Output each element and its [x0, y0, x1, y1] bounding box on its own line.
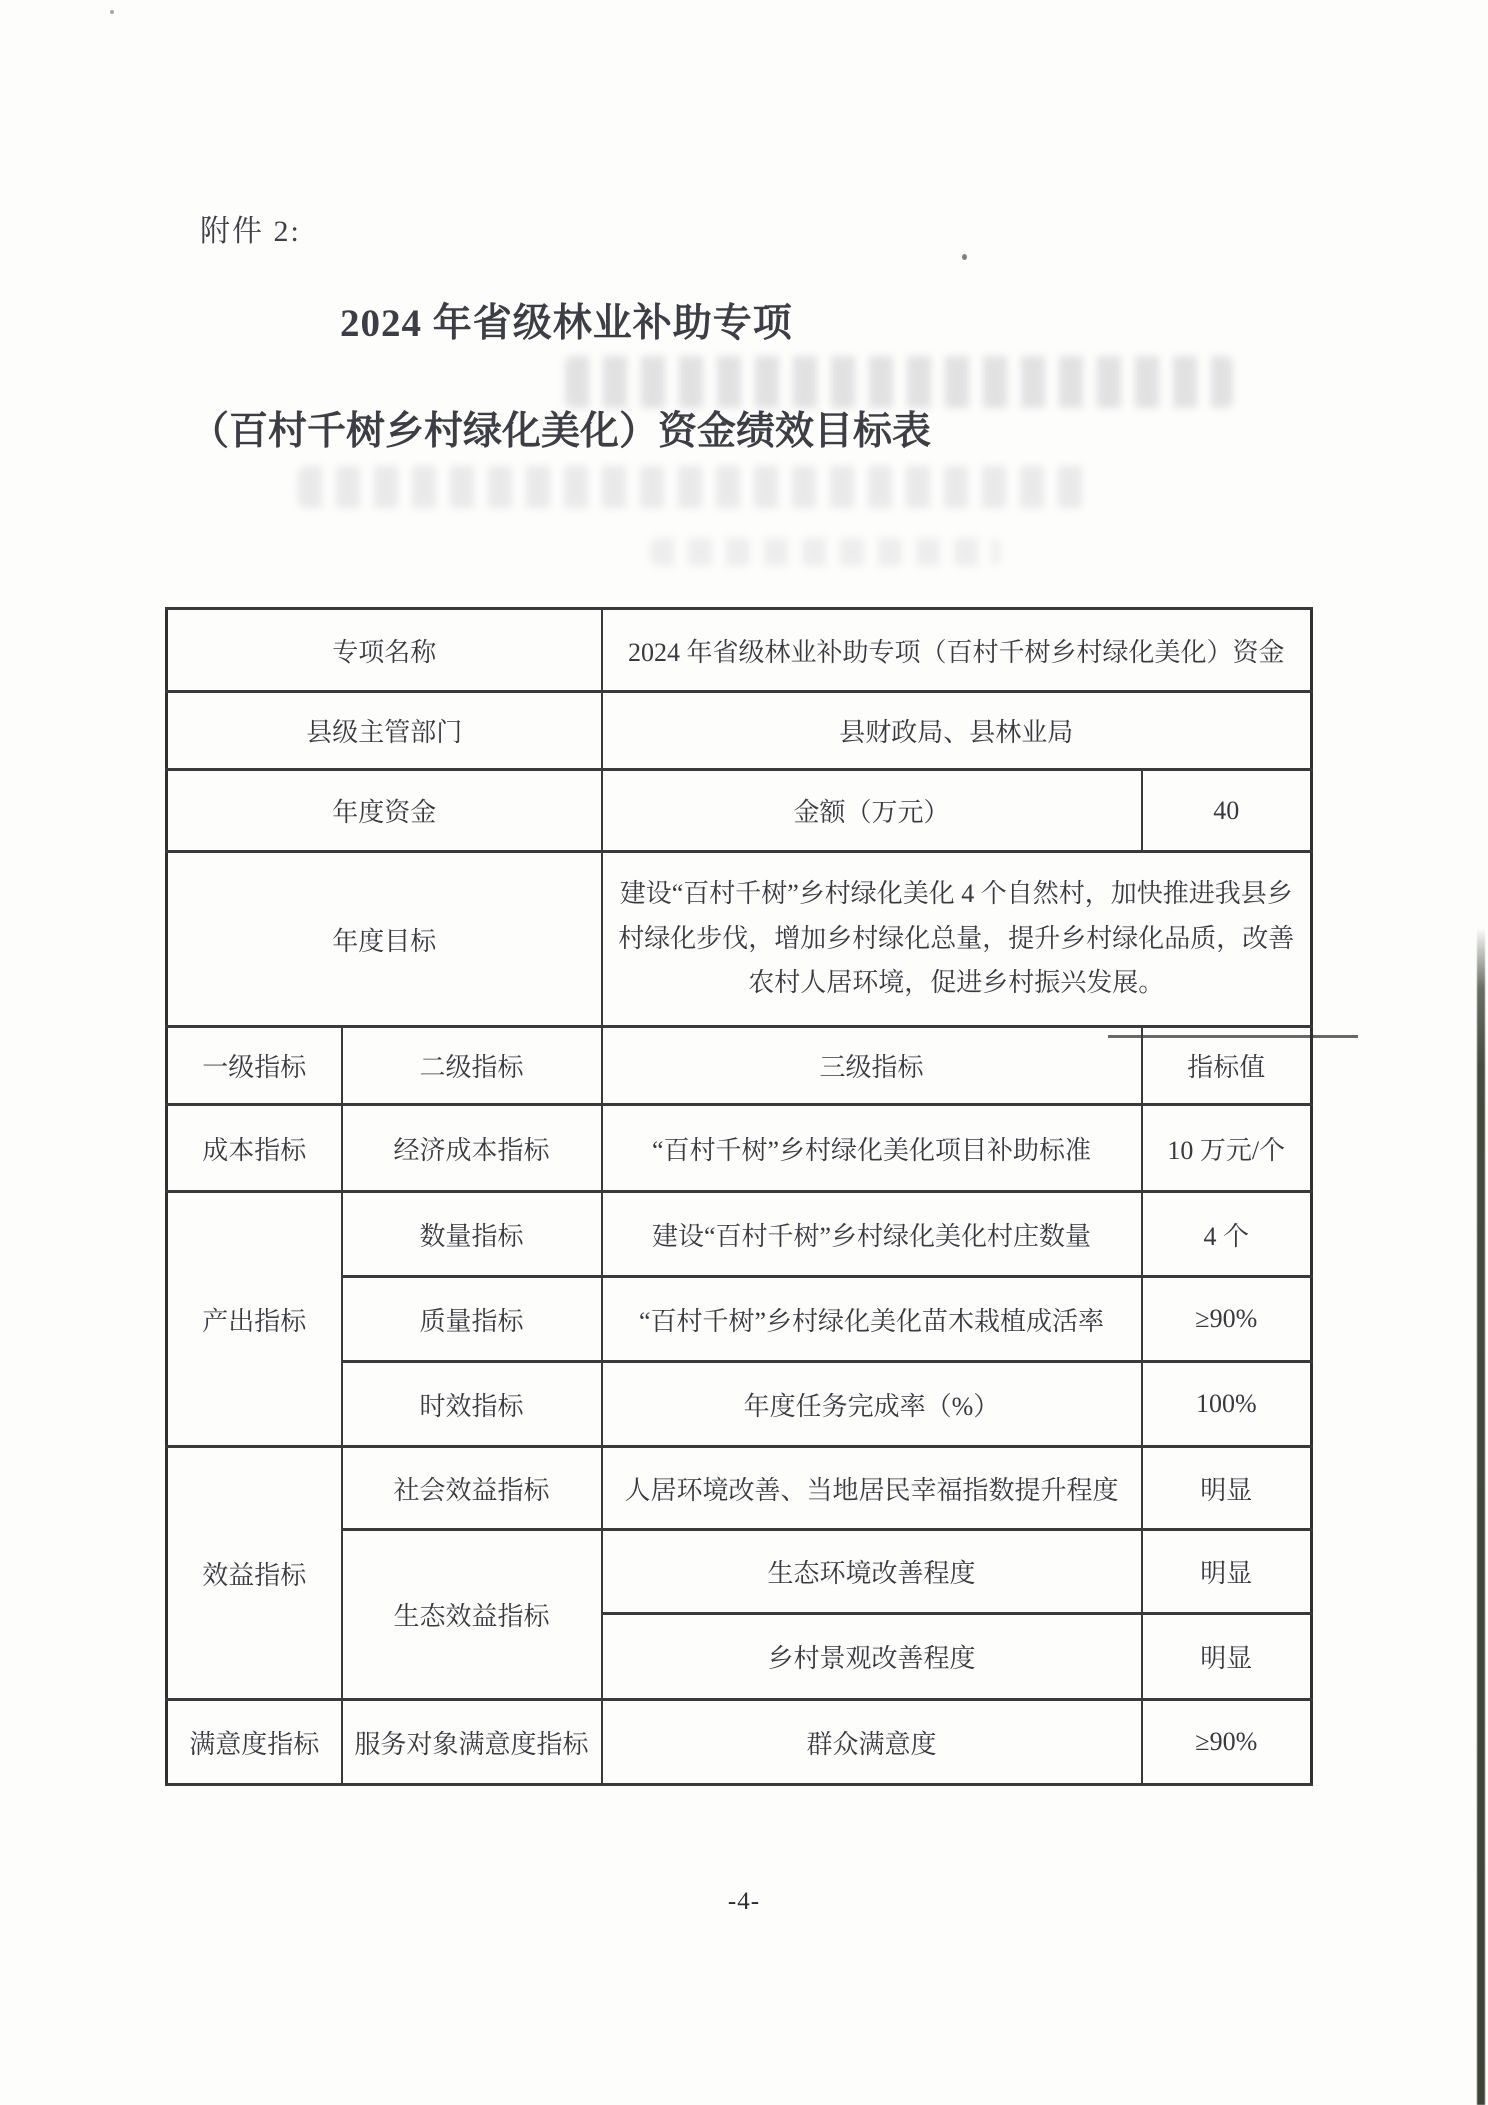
cell-satisfaction-level2: 服务对象满意度指标	[342, 1700, 602, 1785]
cell-county-dept-label: 县级主管部门	[167, 692, 602, 770]
cell-annual-goal-label: 年度目标	[167, 852, 602, 1027]
cell-timeliness-level3: 年度任务完成率（%）	[602, 1362, 1142, 1447]
cell-output-level1: 产出指标	[167, 1192, 342, 1447]
performance-target-table	[165, 607, 1313, 1786]
document-title-line1: 2024 年省级林业补助专项	[340, 302, 793, 345]
cell-cost-level3: “百村千树”乡村绿化美化项目补助标准	[602, 1105, 1142, 1192]
cell-social-level2: 社会效益指标	[342, 1447, 602, 1530]
cell-benefit-level1: 效益指标	[167, 1447, 342, 1700]
cell-timeliness-value: 100%	[1142, 1362, 1312, 1447]
cell-social-level3: 人居环境改善、当地居民幸福指数提升程度	[602, 1447, 1142, 1530]
cell-annual-fund-label: 年度资金	[167, 770, 602, 852]
cell-annual-goal-value: 建设“百村千树”乡村绿化美化 4 个自然村，加快推进我县乡村绿化步伐，增加乡村绿化总量，提升乡村绿化品质，改善农村人居环境，促进乡村振兴发展。	[602, 852, 1312, 1027]
ink-bleed-smudge	[650, 538, 1000, 566]
table-row	[167, 1105, 1312, 1192]
cell-annual-fund-amount-label: 金额（万元）	[602, 770, 1142, 852]
cell-eco-level2: 生态效益指标	[342, 1530, 602, 1700]
table-row	[167, 609, 1312, 692]
scan-speck	[962, 254, 967, 260]
ink-bleed-smudge	[565, 356, 1233, 408]
table-row	[167, 692, 1312, 770]
cell-county-dept-value: 县财政局、县林业局	[602, 692, 1312, 770]
cell-satisfaction-level1: 满意度指标	[167, 1700, 342, 1785]
cell-special-name-value: 2024 年省级林业补助专项（百村千树乡村绿化美化）资金	[602, 609, 1312, 692]
cell-satisfaction-level3: 群众满意度	[602, 1700, 1142, 1785]
cell-special-name-label: 专项名称	[167, 609, 602, 692]
cell-satisfaction-value: ≥90%	[1142, 1700, 1312, 1785]
ink-bleed-smudge	[298, 466, 1096, 508]
cell-eco-env-level3: 生态环境改善程度	[602, 1530, 1142, 1614]
attachment-label: 附件 2:	[200, 215, 301, 248]
cell-social-value: 明显	[1142, 1447, 1312, 1530]
table-row	[167, 852, 1312, 1027]
cell-quality-value: ≥90%	[1142, 1277, 1312, 1362]
cell-timeliness-level2: 时效指标	[342, 1362, 602, 1447]
cell-cost-value: 10 万元/个	[1142, 1105, 1312, 1192]
cell-cost-level2: 经济成本指标	[342, 1105, 602, 1192]
cell-annual-fund-amount-value: 40	[1142, 770, 1312, 852]
cell-landscape-level3: 乡村景观改善程度	[602, 1614, 1142, 1700]
cell-header-level1: 一级指标	[167, 1027, 342, 1105]
cell-quality-level3: “百村千树”乡村绿化美化苗木栽植成活率	[602, 1277, 1142, 1362]
cell-quantity-level2: 数量指标	[342, 1192, 602, 1277]
cell-header-value: 指标值	[1142, 1027, 1312, 1105]
scan-edge-shadow	[1477, 928, 1485, 2105]
cell-landscape-value: 明显	[1142, 1614, 1312, 1700]
document-title-line2: （百村千树乡村绿化美化）资金绩效目标表	[190, 410, 932, 453]
table-row	[167, 770, 1312, 852]
cell-cost-level1: 成本指标	[167, 1105, 342, 1192]
cell-header-level3: 三级指标	[602, 1027, 1142, 1105]
table-row	[167, 1192, 1312, 1277]
table-row	[167, 1447, 1312, 1530]
page-number: -4-	[727, 1888, 761, 1915]
table-row	[167, 1700, 1312, 1785]
cell-quantity-value: 4 个	[1142, 1192, 1312, 1277]
scan-speck	[110, 10, 114, 14]
cell-quality-level2: 质量指标	[342, 1277, 602, 1362]
table-header-row	[167, 1027, 1312, 1105]
cell-quantity-level3: 建设“百村千树”乡村绿化美化村庄数量	[602, 1192, 1142, 1277]
cell-header-level2: 二级指标	[342, 1027, 602, 1105]
cell-eco-env-value: 明显	[1142, 1530, 1312, 1614]
